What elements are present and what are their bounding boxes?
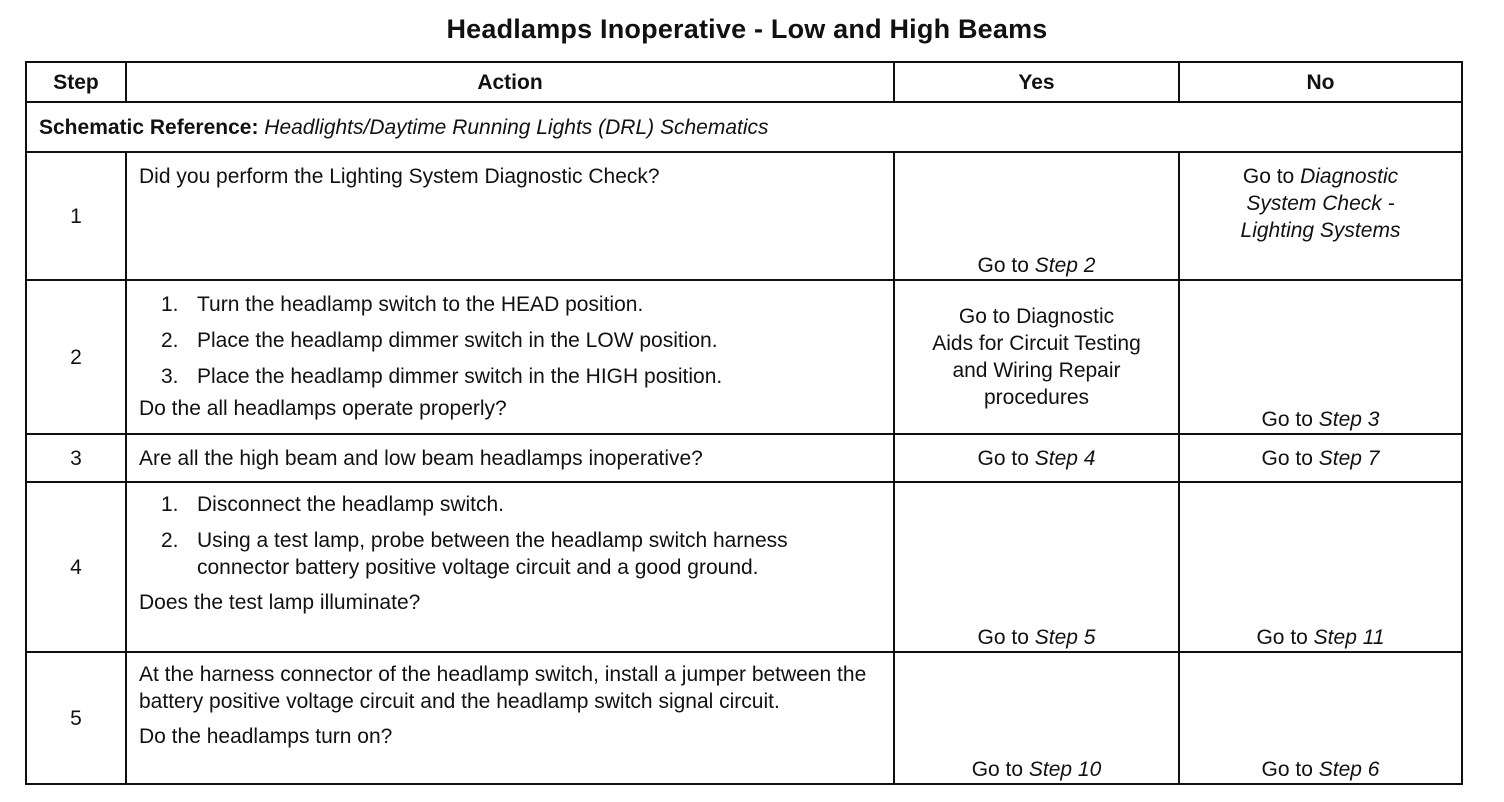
yes-prefix: Go to [977, 254, 1035, 277]
action-steps-list [139, 491, 881, 581]
no-prefix: Go to [1261, 446, 1319, 470]
action-cell [126, 652, 894, 784]
yes-cell [894, 152, 1179, 280]
yes-cell [894, 652, 1179, 784]
list-item: 3. Place the headlamp dimmer switch in the HIGH position. [161, 365, 723, 388]
action-steps-list [139, 291, 881, 390]
step-number: 1 [26, 152, 126, 280]
yes-link[interactable]: Step 2 [1034, 254, 1096, 277]
table-row [26, 280, 1462, 434]
yes-line-3[interactable]: and Wiring Repair [952, 359, 1121, 382]
action-question: Are all the high beam and low beam headlamps inoperative? [139, 446, 703, 470]
no-prefix: Go to [1261, 408, 1319, 431]
step-number: 4 [26, 482, 126, 652]
table-row [26, 652, 1462, 784]
list-item: 1. Disconnect the headlamp switch. [161, 493, 504, 516]
no-link[interactable]: Step 6 [1318, 758, 1380, 781]
no-cell [1179, 152, 1462, 280]
yes-link[interactable]: Step 10 [1028, 758, 1102, 781]
no-cell [1179, 280, 1462, 434]
yes-cell [894, 482, 1179, 652]
action-cell [126, 434, 894, 482]
no-prefix: Go to [1256, 626, 1314, 649]
column-header-no: No [1179, 62, 1462, 102]
action-cell [126, 152, 894, 280]
yes-cell [894, 280, 1179, 434]
list-item: 2. Place the headlamp dimmer switch in the LOW position. [161, 329, 718, 352]
yes-prefix: Go to [977, 446, 1035, 470]
action-question: Did you perform the Lighting System Diagnostic Check? [139, 165, 660, 188]
table-row [26, 434, 1462, 482]
no-cell [1179, 482, 1462, 652]
schematic-reference-link[interactable]: Headlights/Daytime Running Lights (DRL) Schematics [264, 115, 769, 139]
no-link[interactable]: Diagnostic [1300, 165, 1399, 188]
step-number: 3 [26, 434, 126, 482]
yes-link[interactable]: Step 5 [1034, 626, 1096, 649]
action-question: Do the headlamps turn on? [139, 725, 393, 748]
column-header-step: Step [26, 62, 126, 102]
schematic-reference-row [26, 102, 1462, 152]
column-header-action: Action [126, 62, 894, 102]
step-number: 2 [26, 280, 126, 434]
yes-prefix: Go to [971, 758, 1029, 781]
yes-line-2[interactable]: Aids for Circuit Testing [932, 332, 1141, 355]
page-title: Headlamps Inoperative - Low and High Beams [446, 14, 1048, 44]
no-link-line2[interactable]: System Check - [1246, 192, 1395, 215]
no-cell [1179, 434, 1462, 482]
list-item: 2. Using a test lamp, probe between the headlamp switch harness connector battery positive voltage circuit and a good ground. [161, 529, 788, 579]
no-link-line3[interactable]: Lighting Systems [1240, 219, 1401, 242]
step-number: 5 [26, 652, 126, 784]
action-question: Do the all headlamps operate properly? [139, 397, 507, 420]
table-row [26, 152, 1462, 280]
schematic-reference [26, 102, 1462, 152]
schematic-reference-label: Schematic Reference: [39, 115, 259, 139]
column-header-yes: Yes [894, 62, 1179, 102]
action-cell [126, 482, 894, 652]
no-cell [1179, 652, 1462, 784]
no-link[interactable]: Step 11 [1313, 626, 1385, 649]
yes-prefix: Go to [977, 626, 1035, 649]
list-item: 1. Turn the headlamp switch to the HEAD position. [161, 293, 644, 316]
no-prefix: Go to [1242, 165, 1301, 188]
yes-cell [894, 434, 1179, 482]
yes-line-1[interactable]: Go to Diagnostic [958, 305, 1115, 328]
table-row [26, 482, 1462, 652]
no-prefix: Go to [1261, 758, 1319, 781]
action-cell [126, 280, 894, 434]
no-link[interactable]: Step 7 [1318, 446, 1380, 470]
yes-line-4[interactable]: procedures [983, 386, 1090, 409]
yes-link[interactable]: Step 4 [1034, 446, 1096, 470]
action-text: At the harness connector of the headlamp switch, install a jumper between the battery positive voltage circuit and the headlamp switch signal circuit. [139, 663, 867, 713]
no-link[interactable]: Step 3 [1318, 408, 1380, 431]
diagnostic-table [25, 61, 1463, 785]
table-header-row [26, 62, 1462, 102]
action-question: Does the test lamp illuminate? [139, 591, 421, 614]
